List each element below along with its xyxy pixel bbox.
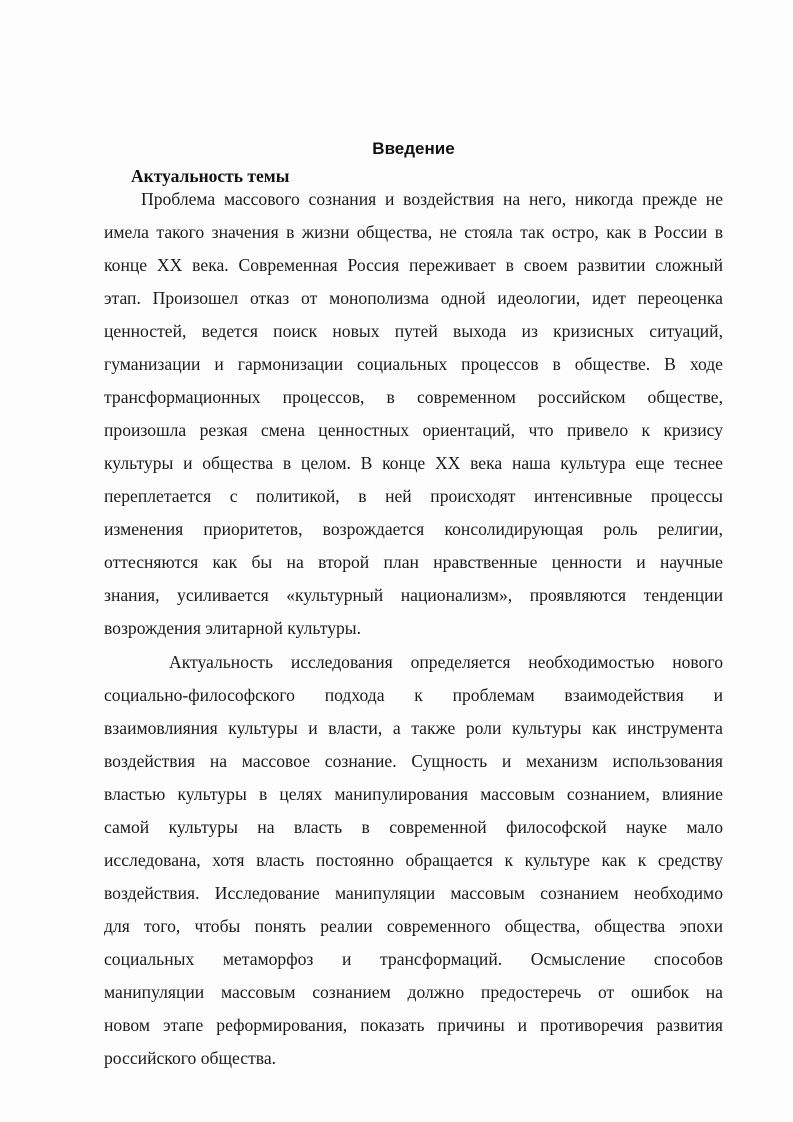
- paragraph-1-line-12: оттесняются как бы на второй план нравственные ценности и научные: [104, 552, 723, 572]
- paragraph-2-line-10: социальных метаморфоз и трансформаций. Осмысление способов: [104, 949, 723, 969]
- paragraph-1-line-9: культуры и общества в целом. В конце XX века наша культура еще теснее: [104, 453, 723, 473]
- paragraph-1-line-11: изменения приоритетов, возрождается консолидирующая роль религии,: [104, 519, 723, 539]
- paragraph-1-line-8: произошла резкая смена ценностных ориентаций, что привело к кризису: [104, 420, 723, 440]
- paragraph-1-line-14: возрождения элитарной культуры.: [104, 618, 362, 638]
- paragraph-2-line-5: властью культуры в целях манипулирования массовым сознанием, влияние: [104, 784, 723, 804]
- paragraph-1-line-13: знания, усиливается «культурный национализм», проявляются тенденции: [104, 585, 723, 605]
- paragraph-2-line-1: Актуальность исследования определяется необходимостью нового: [169, 652, 723, 672]
- paragraph-1-line-4: этап. Произошел отказ от монополизма одной идеологии, идет переоценка: [104, 288, 723, 308]
- paragraph-1-line-7: трансформационных процессов, в современном российском обществе,: [104, 387, 723, 407]
- paragraph-1-line-3: конце XX века. Современная Россия переживает в своем развитии сложный: [104, 255, 723, 275]
- paragraph-1-line-5: ценностей, ведется поиск новых путей выхода из кризисных ситуаций,: [104, 321, 723, 341]
- paragraph-2-line-9: для того, чтобы понять реалии современного общества, общества эпохи: [104, 916, 723, 936]
- paragraph-2-line-2: социально-философского подхода к проблемам взаимодействия и: [104, 685, 723, 705]
- paragraph-2-line-8: воздействия. Исследование манипуляции массовым сознанием необходимо: [104, 883, 723, 903]
- paragraph-2-line-4: воздействия на массовое сознание. Сущность и механизм использования: [104, 751, 723, 771]
- paragraph-2-line-13: российского общества.: [104, 1048, 277, 1068]
- paragraph-2-line-7: исследована, хотя власть постоянно обращается к культуре как к средству: [104, 850, 723, 870]
- paragraph-1-line-10: переплетается с политикой, в ней происходят интенсивные процессы: [104, 486, 723, 506]
- paragraph-2-line-3: взаимовлияния культуры и власти, а также роли культуры как инструмента: [104, 718, 723, 738]
- paragraph-1-line-6: гуманизации и гармонизации социальных процессов в обществе. В ходе: [104, 354, 723, 374]
- paragraph-2-line-12: новом этапе реформирования, показать причины и противоречия развития: [104, 1015, 723, 1035]
- paragraph-2-line-11: манипуляции массовым сознанием должно предостеречь от ошибок на: [104, 982, 723, 1002]
- section-heading: Актуальность темы: [131, 166, 290, 186]
- page-title: Введение: [372, 139, 455, 158]
- paragraph-1-line-2: имела такого значения в жизни общества, не стояла так остро, как в России в: [104, 222, 723, 242]
- paragraph-2-line-6: самой культуры на власть в современной философской науке мало: [104, 817, 723, 837]
- paragraph-1-line-1: Проблема массового сознания и воздействия на него, никогда прежде не: [141, 189, 723, 209]
